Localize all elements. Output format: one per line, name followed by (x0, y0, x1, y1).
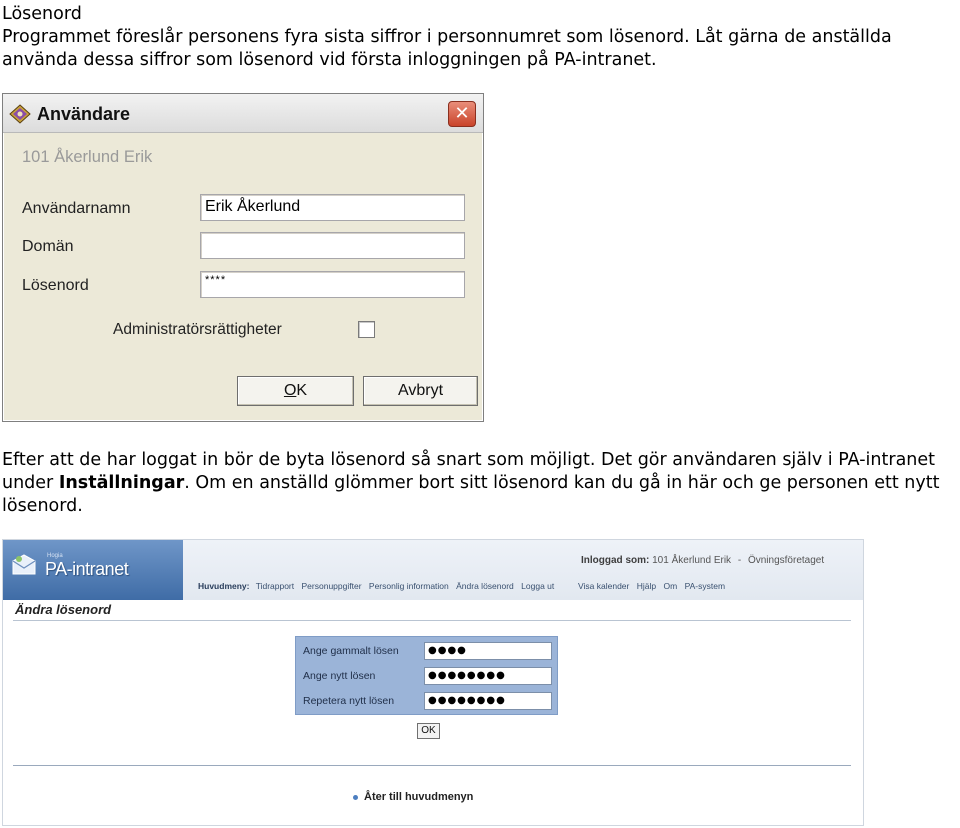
section-heading: Lösenord (2, 4, 82, 24)
back-to-main-menu-link[interactable] (353, 791, 473, 803)
login-company: Övningsföretaget (747, 555, 825, 566)
back-link-label: Åter till huvudmenyn (364, 791, 474, 803)
ok-mnemonic: O (283, 382, 297, 399)
ok-label-rest: K (296, 382, 308, 399)
main-menu (198, 581, 730, 591)
intro-paragraph: Programmet föreslår personens fyra sista siffror i personnumret som lösenord. Låt gärna de anställda använda dessa siffror som lösenord vid första inloggningen på PA-intranet. (2, 27, 892, 70)
dialog-titlebar[interactable] (3, 94, 483, 133)
title-divider (13, 620, 851, 621)
user-app-icon (9, 104, 31, 124)
page-title: Ändra lösenord (15, 602, 112, 617)
repeat-password-row (296, 689, 557, 713)
dialog-user-heading: 101 Åkerlund Erik (22, 148, 153, 166)
domain-label: Domän (22, 238, 74, 255)
bottom-divider (13, 765, 851, 766)
para-text-before: Efter att de har loggat in bör de byta lösenord så snart som möjligt. Det gör användaren själv i PA-intranet under (2, 450, 936, 493)
intro-text (2, 3, 952, 72)
envelope-logo-icon (11, 554, 37, 576)
para-text-after: . Om en anställd glömmer bort sitt lösenord kan du gå in här och ge personen ett nytt lösenord. (2, 473, 940, 516)
username-input[interactable]: Erik Åkerlund (200, 194, 465, 221)
repeat-password-label: Repetera nytt lösen (303, 695, 395, 707)
username-label: Användarnamn (22, 200, 131, 217)
logo-brand-small: Hogia (47, 553, 63, 559)
close-icon[interactable]: ✕ (448, 101, 476, 127)
submit-ok-button[interactable]: OK (417, 723, 440, 739)
logo-text: PA-intranet (45, 559, 129, 579)
password-input[interactable]: **** (200, 271, 465, 298)
nav-link-hjalp[interactable]: Hjälp (636, 581, 657, 591)
change-password-form (295, 636, 558, 715)
admin-rights-checkbox[interactable] (358, 321, 375, 338)
nav-link-logga-ut[interactable]: Logga ut (521, 581, 555, 591)
main-menu-label: Huvudmeny: (198, 581, 250, 591)
admin-rights-label: Administratörsrättigheter (113, 321, 282, 338)
dialog-body (7, 134, 479, 417)
nav-link-andra-losenord[interactable]: Ändra lösenord (456, 581, 514, 591)
dialog-title: Användare (37, 104, 131, 124)
cancel-button[interactable]: Avbryt (363, 376, 478, 406)
pa-intranet-window (2, 539, 864, 826)
ok-button[interactable] (237, 376, 354, 406)
web-logo[interactable] (3, 540, 183, 600)
nav-link-visa-kalender[interactable]: Visa kalender (578, 581, 630, 591)
old-password-row (296, 639, 557, 663)
domain-input[interactable] (200, 232, 465, 259)
nav-link-tidrapport[interactable]: Tidrapport (255, 581, 295, 591)
instructions-paragraph (2, 449, 957, 518)
nav-link-personuppgifter[interactable]: Personuppgifter (301, 581, 362, 591)
new-password-input[interactable]: ●●●●●●●● (424, 667, 552, 685)
new-password-row (296, 664, 557, 688)
password-label: Lösenord (22, 277, 89, 294)
nav-link-personlig-information[interactable]: Personlig information (368, 581, 449, 591)
new-password-label: Ange nytt lösen (303, 670, 376, 682)
logged-in-info (581, 555, 824, 566)
repeat-password-input[interactable]: ●●●●●●●● (424, 692, 552, 710)
old-password-input[interactable]: ●●●● (424, 642, 552, 660)
old-password-label: Ange gammalt lösen (303, 645, 399, 657)
settings-term: Inställningar (58, 473, 185, 493)
login-user: 101 Åkerlund Erik (652, 555, 732, 566)
user-dialog (2, 93, 484, 422)
nav-link-om[interactable]: Om (663, 581, 678, 591)
nav-link-pa-system[interactable]: PA-system (684, 581, 726, 591)
login-separator: - (737, 555, 742, 566)
bullet-icon (353, 795, 358, 800)
login-label: Inloggad som: (581, 555, 650, 566)
